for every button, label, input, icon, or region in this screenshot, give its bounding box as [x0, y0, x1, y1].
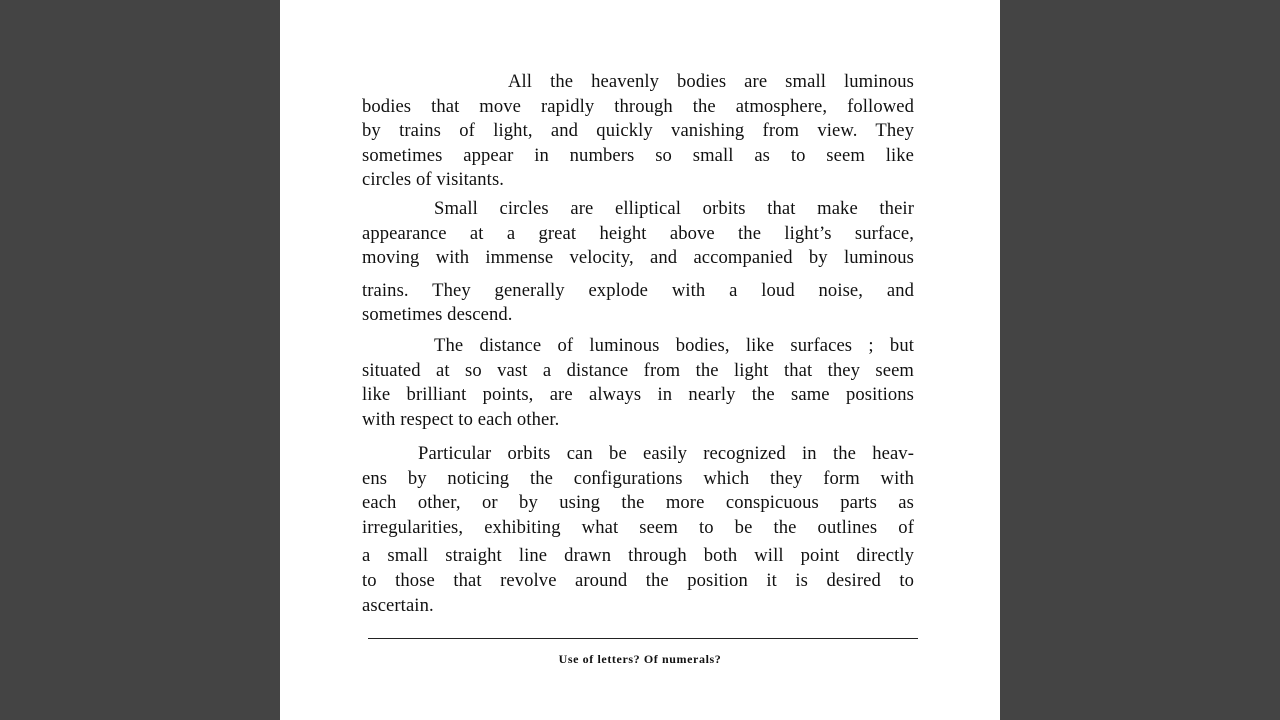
text-line: situated at so vast a distance from the light that they seem	[362, 359, 914, 381]
text-line: sometimes descend.	[362, 304, 513, 326]
paragraph-1	[362, 70, 914, 193]
text-line: Small circles are elliptical orbits that make their	[434, 198, 914, 219]
text-line: appearance at a great height above the light’s surface,	[362, 222, 914, 244]
text-line: bodies that move rapidly through the atmosphere, followed	[362, 95, 914, 117]
footnote-divider	[368, 638, 918, 639]
text-line: trains. They generally explode with a loud noise, and	[362, 279, 914, 301]
text-line: All the heavenly bodies are small luminous	[508, 71, 914, 92]
text-line: with respect to each other.	[362, 408, 560, 430]
paragraph-3	[362, 334, 914, 432]
text-line: irregularities, exhibiting what seem to be the outlines of	[362, 516, 914, 538]
text-line: sometimes appear in numbers so small as to seem like	[362, 144, 914, 166]
footnote: Use of letters? Of numerals?	[558, 652, 722, 666]
text-line: by trains of light, and quickly vanishing from view. They	[362, 120, 914, 142]
text-line: a small straight line drawn through both will point directly	[362, 545, 914, 567]
text-line: like brilliant points, are always in nearly the same positions	[362, 384, 914, 406]
paragraph-2	[362, 197, 914, 328]
paragraph-4	[362, 442, 914, 618]
text-line: circles of visitants.	[362, 169, 505, 191]
text-line: Particular orbits can be easily recognized in the heav-	[418, 443, 914, 464]
document-page	[280, 0, 1000, 720]
text-line: ascertain.	[362, 594, 434, 616]
text-line: ens by noticing the configurations which they form with	[362, 467, 914, 489]
text-line: to those that revolve around the position it is desired to	[362, 569, 914, 591]
text-line: The distance of luminous bodies, like surfaces ; but	[434, 335, 914, 356]
text-line: each other, or by using the more conspicuous parts as	[362, 492, 914, 514]
text-line: moving with immense velocity, and accompanied by luminous	[362, 247, 914, 269]
